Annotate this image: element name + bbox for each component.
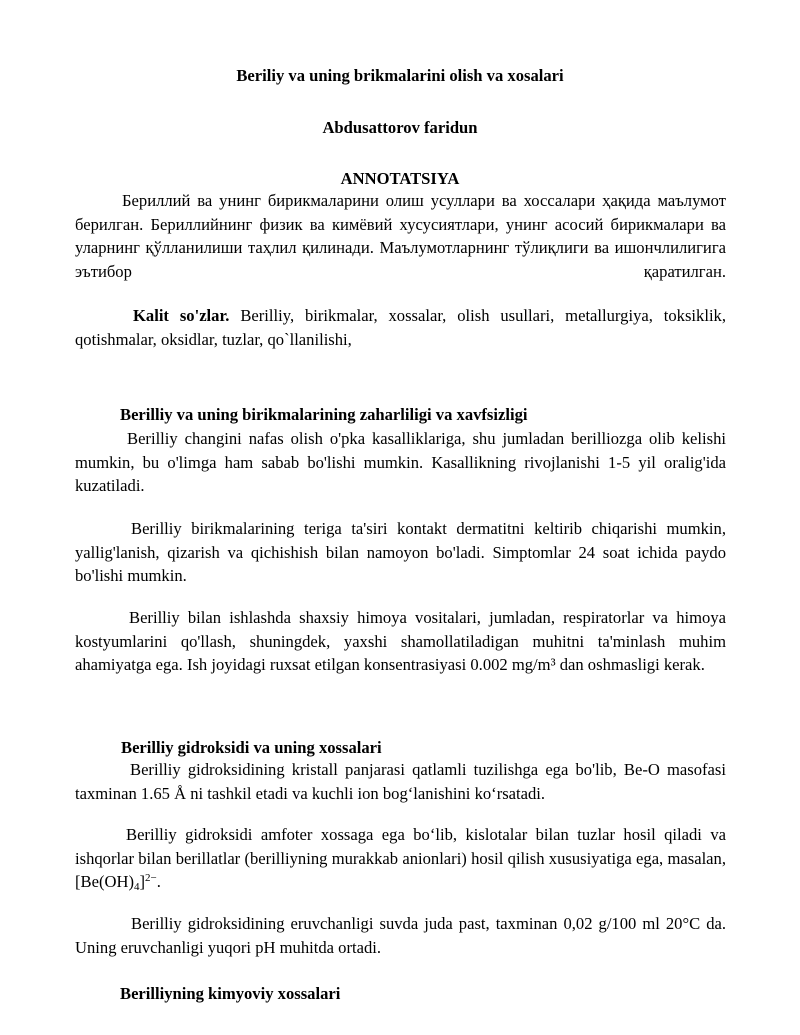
section-heading-hydroxide: Berilliy gidroksidi va uning xossalari (121, 738, 382, 757)
section-heading-chemical-properties: Berilliyning kimyoviy xossalari (120, 984, 341, 1003)
formula-close: ] (139, 872, 146, 892)
formula-superscript: 2− (145, 872, 157, 885)
section-heading-toxicity: Berilliy va uning birikmalarining zaharliligi va xavfsizligi (120, 405, 528, 424)
document-author: Abdusattorov faridun (322, 118, 478, 137)
toxicity-paragraph-1: Berilliy changini nafas olish o'pka kasalliklariga, shu jumladan berilliozga olib kelishi mumkin, bu o'limga ham sabab bo'lishi mumkin. Kasallikning rivojlanishi 1-5 yil oralig'ida kuzatiladi. (75, 429, 726, 496)
keywords-text: Berilliy, birikmalar, xossalar, olish usullari, metallurgiya, toksiklik, qotishmalar, oksidlar, tuzlar, qo`llanilishi, (75, 306, 726, 349)
annotation-heading: ANNOTATSIYA (340, 169, 460, 188)
beryllate-formula (75, 872, 157, 894)
hydroxide-paragraph-2-end: . (156, 872, 161, 892)
annotation-text: Бериллий ва унинг бирикмаларини олиш усуллари ва хоссалари ҳақида маълумот берилган. Бериллийнинг физик ва кимёвий хусусиятлари, унинг асосий бирикмалари ва уларнинг қўлланилиши таҳлил қилинади. Маълумотларнинг тўлиқлиги ва ишончлилигига эътибор қаратилган. (75, 191, 726, 281)
hydroxide-paragraph-2 (75, 823, 726, 894)
formula-main: [Be(OH) (75, 872, 134, 892)
hydroxide-paragraph-3: Berilliy gidroksidining eruvchanligi suvda juda past, taxminan 0,02 g/100 ml 20°C da. Uning eruvchanligi yuqori pH muhitda ortadi. (75, 914, 726, 957)
toxicity-paragraph-3: Berilliy bilan ishlashda shaxsiy himoya vositalari, jumladan, respiratorlar va himoya kostyumlarini qo'llash, shuningdek, yaxshi shamollatiladigan muhitni ta'minlash muhim ahamiyatga ega. Ish joyidagi ruxsat etilgan konsentrasiyasi 0.002 mg/m³ dan oshmasligi kerak. (75, 608, 726, 675)
document-title: Beriliy va uning brikmalarini olish va xosalari (236, 66, 564, 85)
keywords-label: Kalit so'zlar. (133, 306, 230, 325)
hydroxide-paragraph-1: Berilliy gidroksidining kristall panjarasi qatlamli tuzilishga ega bo'lib, Be-O masofasi taxminan 1.65 Å ni tashkil etadi va kuchli ion bog‘lanishini ko‘rsatadi. (75, 760, 726, 803)
formula-subscript: 4 (133, 881, 140, 894)
keywords-paragraph (75, 304, 726, 351)
toxicity-paragraph-2: Berilliy birikmalarining teriga ta'siri kontakt dermatitni keltirib chiqarishi mumkin, yallig'lanish, qizarish va qichishish bilan namoyon bo'ladi. Simptomlar 24 soat ichida paydo bo'lishi mumkin. (75, 519, 726, 586)
hydroxide-paragraph-2-text: Berilliy gidroksidi amfoter xossaga ega bo‘lib, kislotalar bilan tuzlar hosil qiladi va ishqorlar bilan berillatlar (berilliyning murakkab anionlari) hosil qilish xususiyatiga ega, masalan, (75, 825, 726, 868)
